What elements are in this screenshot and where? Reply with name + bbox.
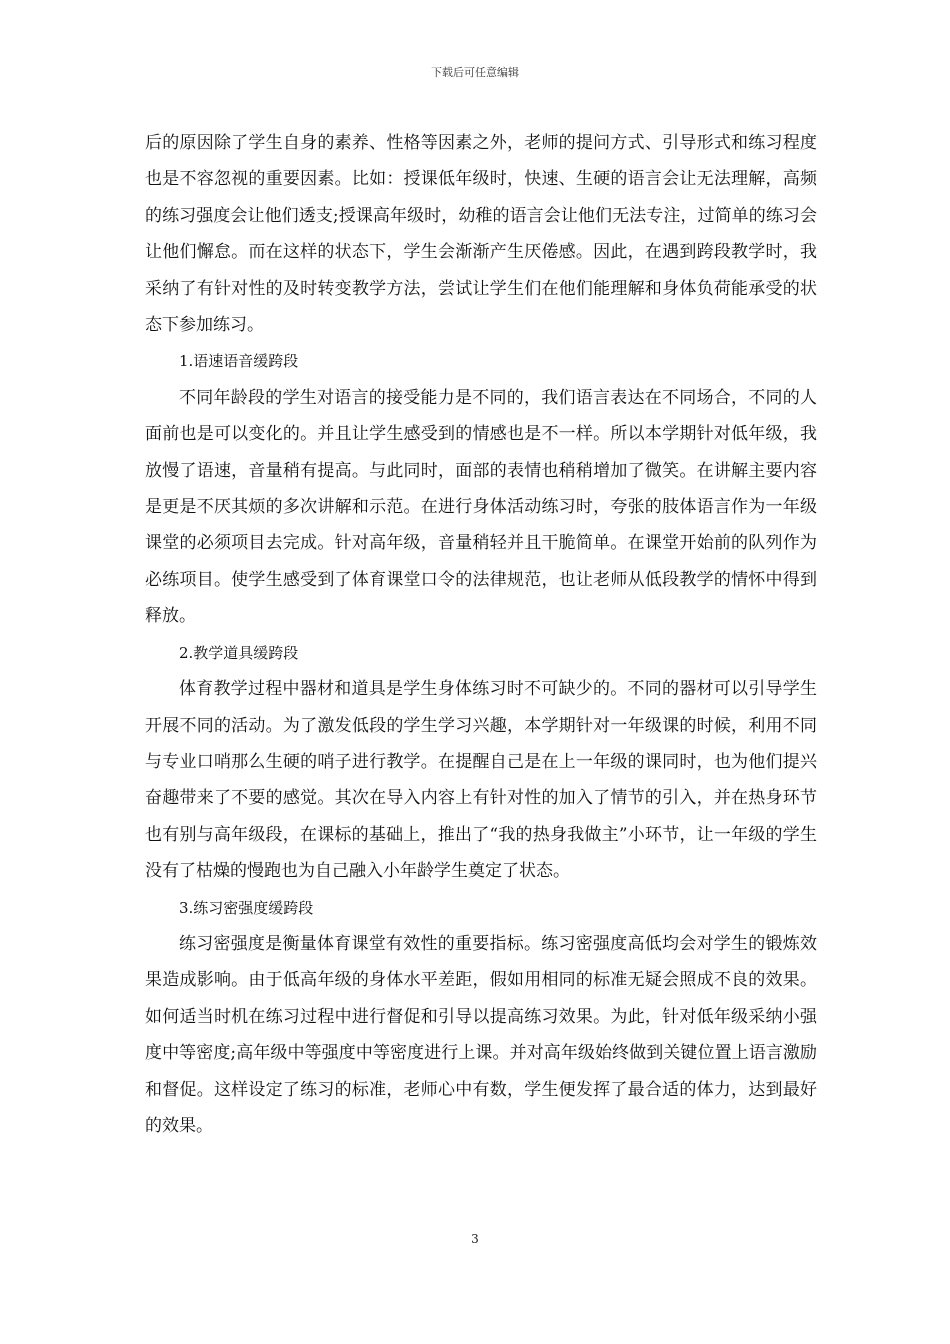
page-header: 下载后可任意编辑 [431, 66, 519, 79]
section-2-heading: 2.教学道具缓跨段 [179, 643, 299, 662]
section-3-heading: 3.练习密强度缓跨段 [179, 898, 314, 917]
document-body [145, 125, 817, 1144]
page-number: 3 [471, 1232, 479, 1246]
section-1-heading: 1.语速语音缓跨段 [179, 352, 299, 371]
section-3-paragraph: 练习密强度是衡量体育课堂有效性的重要指标。练习密强度高低均会对学生的锻炼效果造成影响。由于低高年级的身体水平差距，假如用相同的标准无疑会照成不良的效果。如何适当时机在练习过程中进行督促和引导以提高练习效果。为此，针对低年级采纳小强度中等密度;高年级中等强度中等密度进行上课。并对高年级始终做到关键位置上语言激励和督促。这样设定了练习的标准，老师心中有数，学生便发挥了最合适的体力，达到最好的效果。 [145, 933, 817, 1136]
intro-paragraph: 后的原因除了学生自身的素养、性格等因素之外，老师的提问方式、引导形式和练习程度也是不容忽视的重要因素。比如：授课低年级时，快速、生硬的语言会让无法理解，高频的练习强度会让他们透支;授课高年级时，幼稚的语言会让他们无法专注，过简单的练习会让他们懈怠。而在这样的状态下，学生会渐渐产生厌倦感。因此，在遇到跨段教学时，我采纳了有针对性的及时转变教学方法，尝试让学生们在他们能理解和身体负荷能承受的状态下参加练习。 [145, 133, 817, 336]
section-1-paragraph: 不同年龄段的学生对语言的接受能力是不同的，我们语言表达在不同场合，不同的人面前也是可以变化的。并且让学生感受到的情感也是不一样。所以本学期针对低年级，我放慢了语速，音量稍有提高。与此同时，面部的表情也稍稍增加了微笑。在讲解主要内容是更是不厌其烦的多次讲解和示范。在进行身体活动练习时，夸张的肢体语言作为一年级课堂的必须项目去完成。针对高年级，音量稍轻并且干脆简单。在课堂开始前的队列作为必练项目。使学生感受到了体育课堂口令的法律规范，也让老师从低段教学的情怀中得到释放。 [145, 387, 817, 627]
section-2-paragraph: 体育教学过程中器材和道具是学生身体练习时不可缺少的。不同的器材可以引导学生开展不同的活动。为了激发低段的学生学习兴趣，本学期针对一年级课的时候，利用不同与专业口哨那么生硬的哨子进行教学。在提醒自己是在上一年级的课同时，也为他们提兴奋趣带来了不要的感觉。其次在导入内容上有针对性的加入了情节的引入，并在热身环节也有别与高年级段，在课标的基础上，推出了“我的热身我做主”小环节，让一年级的学生没有了枯燥的慢跑也为自己融入小年龄学生奠定了状态。 [145, 679, 817, 882]
